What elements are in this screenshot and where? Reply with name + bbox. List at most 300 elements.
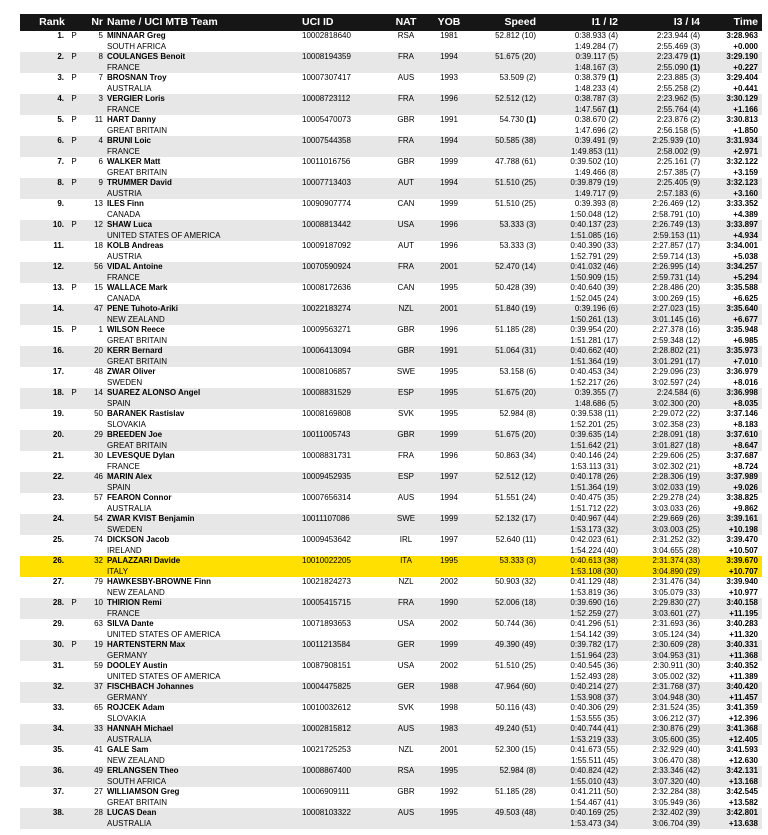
split-i3: 2:29.072 (22)	[652, 409, 700, 418]
table-row[interactable]	[20, 241, 762, 262]
split-i2: 1:50.261 (13)	[570, 314, 618, 324]
splits-i3-i4	[622, 157, 704, 178]
rider-name: LUCAS Dean	[107, 808, 157, 817]
splits-i3-i4	[622, 451, 704, 472]
table-row[interactable]	[20, 598, 762, 619]
final-time: 3:40.283	[726, 619, 758, 628]
final-time: 3:40.420	[726, 682, 758, 691]
nationality: SWE	[396, 514, 416, 523]
splits-i1-i2	[540, 724, 622, 745]
rank: 17.	[52, 367, 64, 376]
nationality: FRA	[398, 52, 414, 61]
rank: 28.	[52, 598, 64, 607]
table-row[interactable]	[20, 94, 762, 115]
split-i3: 2:25.161 (7)	[656, 157, 700, 166]
splits-i1-i2	[540, 661, 622, 682]
split-i4: 2:59.153 (11)	[653, 230, 700, 240]
split-i3: 2:29.606 (25)	[652, 451, 700, 460]
rank: 38.	[52, 808, 64, 817]
final-time: 3:29.190	[726, 52, 758, 61]
table-row[interactable]	[20, 409, 762, 430]
time-cell	[704, 220, 762, 241]
split-i3: 2:28.802 (21)	[652, 346, 700, 355]
protected-badge: P	[71, 388, 77, 397]
rider-name: ILES Finn	[107, 199, 144, 208]
final-time: 3:42.545	[726, 787, 758, 796]
split-i4: 2:55.764 (4)	[656, 104, 700, 114]
rank: 27.	[52, 577, 64, 586]
final-time: 3:35.948	[726, 325, 758, 334]
time-cell	[704, 451, 762, 472]
table-row[interactable]	[20, 619, 762, 640]
rider-cell	[103, 724, 300, 745]
split-i1: 0:39.538 (11)	[571, 409, 618, 418]
time-gap: +11.320	[729, 629, 758, 639]
split-i1: 0:40.178 (26)	[570, 472, 618, 481]
table-row[interactable]	[20, 73, 762, 94]
time-cell	[704, 472, 762, 493]
rider-cell	[103, 178, 300, 199]
rider-name: HART Danny	[107, 115, 156, 124]
split-i3: 2:31.768 (37)	[652, 682, 700, 691]
year-of-birth: 1999	[440, 640, 458, 649]
split-i2: 1:52.493 (28)	[570, 671, 618, 681]
split-i1: 0:40.744 (41)	[570, 724, 618, 733]
splits-i1-i2	[540, 430, 622, 451]
final-time: 3:40.352	[726, 661, 758, 670]
table-row[interactable]	[20, 766, 762, 787]
rider-cell	[103, 577, 300, 598]
speed: 53.158 (6)	[499, 367, 536, 376]
splits-i1-i2	[540, 283, 622, 304]
final-time: 3:40.158	[726, 598, 758, 607]
splits-i3-i4	[622, 514, 704, 535]
rider-team: FRANCE	[107, 104, 140, 114]
year-of-birth: 1994	[440, 493, 458, 502]
split-i3: 2:28.091 (18)	[652, 430, 700, 439]
splits-i3-i4	[622, 178, 704, 199]
splits-i1-i2	[540, 157, 622, 178]
split-i1: 0:40.146 (24)	[570, 451, 618, 460]
final-time: 3:41.368	[726, 724, 758, 733]
rider-name: THIRION Remi	[107, 598, 162, 607]
table-row[interactable]	[20, 262, 762, 283]
header-time: Time	[733, 16, 758, 28]
uci-id: 10090907774	[302, 199, 351, 208]
table-row[interactable]	[20, 577, 762, 598]
time-cell	[704, 682, 762, 703]
time-gap: +4.934	[733, 230, 758, 240]
rider-name: FISCHBACH Johannes	[107, 682, 194, 691]
rider-name: MINNAAR Greg	[107, 31, 166, 40]
bib-number: 41	[94, 745, 103, 754]
protected-badge	[64, 346, 84, 367]
splits-i3-i4	[622, 52, 704, 73]
rank: 22.	[52, 472, 64, 481]
rider-cell	[103, 619, 300, 640]
splits-i3-i4	[622, 430, 704, 451]
rank: 2.	[57, 52, 64, 61]
rider-cell	[103, 598, 300, 619]
splits-i3-i4	[622, 682, 704, 703]
time-cell	[704, 514, 762, 535]
time-gap: +9.862	[733, 503, 758, 513]
split-i2: 1:48.686 (5)	[574, 398, 618, 408]
bib-number: 50	[94, 409, 103, 418]
speed: 52.006 (18)	[495, 598, 536, 607]
time-cell	[704, 640, 762, 661]
uci-id: 10087908151	[302, 661, 351, 670]
table-row[interactable]	[20, 136, 762, 157]
splits-i1-i2	[540, 808, 622, 829]
split-i2: 1:49.284 (7)	[574, 41, 618, 51]
nationality: GBR	[397, 115, 415, 124]
time-gap: +11.457	[729, 692, 758, 702]
rider-name: WALKER Matt	[107, 157, 161, 166]
protected-badge	[64, 703, 84, 724]
time-cell	[704, 787, 762, 808]
split-i1: 0:40.545 (36)	[570, 661, 618, 670]
split-i1: 0:38.933 (4)	[574, 31, 618, 40]
rider-name: COULANGES Benoit	[107, 52, 186, 61]
year-of-birth: 2001	[440, 745, 458, 754]
speed: 50.428 (39)	[495, 283, 536, 292]
split-i1: 0:40.137 (23)	[570, 220, 618, 229]
split-i4: 2:57.385 (7)	[656, 167, 700, 177]
speed: 50.744 (36)	[495, 619, 536, 628]
table-row[interactable]	[20, 367, 762, 388]
bib-number: 29	[94, 430, 103, 439]
table-row[interactable]	[20, 493, 762, 514]
table-row[interactable]	[20, 178, 762, 199]
table-row[interactable]	[20, 556, 762, 577]
table-row[interactable]	[20, 451, 762, 472]
rider-name: SHAW Luca	[107, 220, 152, 229]
time-gap: +4.389	[733, 209, 758, 219]
table-row[interactable]	[20, 115, 762, 136]
speed: 51.675 (20)	[495, 430, 536, 439]
bib-number: 37	[94, 682, 103, 691]
uci-id: 10008194359	[302, 52, 351, 61]
rider-name: BARANEK Rastislav	[107, 409, 185, 418]
table-row[interactable]	[20, 682, 762, 703]
splits-i3-i4	[622, 703, 704, 724]
split-i1: 0:39.635 (14)	[570, 430, 618, 439]
time-gap: +8.016	[733, 377, 758, 387]
table-row[interactable]	[20, 157, 762, 178]
rider-cell	[103, 661, 300, 682]
time-gap: +6.985	[733, 335, 758, 345]
speed: 53.333 (3)	[499, 220, 536, 229]
final-time: 3:36.979	[726, 367, 758, 376]
year-of-birth: 1993	[440, 73, 458, 82]
nationality: NZL	[398, 577, 414, 586]
bib-number: 32	[94, 556, 103, 565]
split-i3: 2:23.885 (3)	[656, 73, 700, 82]
header-nr: Nr	[91, 16, 103, 28]
results-sheet	[20, 14, 762, 829]
rider-cell	[103, 388, 300, 409]
time-cell	[704, 52, 762, 73]
protected-badge	[64, 745, 84, 766]
speed: 47.964 (60)	[495, 682, 536, 691]
rider-cell	[103, 787, 300, 808]
split-i2: 1:50.909 (15)	[570, 272, 618, 282]
table-row[interactable]	[20, 472, 762, 493]
rider-team: NEW ZEALAND	[107, 755, 165, 765]
nationality: RSA	[397, 766, 415, 775]
split-i2: 1:49.853 (11)	[571, 146, 618, 156]
time-gap: +9.026	[733, 482, 758, 492]
split-i3: 2:27.023 (15)	[652, 304, 700, 313]
protected-badge	[64, 430, 84, 451]
year-of-birth: 2002	[440, 661, 458, 670]
table-row[interactable]	[20, 703, 762, 724]
rider-name: KERR Bernard	[107, 346, 163, 355]
table-row[interactable]	[20, 787, 762, 808]
rider-cell	[103, 640, 300, 661]
splits-i3-i4	[622, 241, 704, 262]
speed: 49.503 (48)	[495, 808, 536, 817]
bib-number: 13	[94, 199, 103, 208]
rank: 34.	[52, 724, 64, 733]
rider-cell	[103, 703, 300, 724]
table-row[interactable]	[20, 724, 762, 745]
rider-name: BROSNAN Troy	[107, 73, 167, 82]
nationality: GBR	[397, 430, 415, 439]
splits-i3-i4	[622, 724, 704, 745]
splits-i1-i2	[540, 619, 622, 640]
rider-cell	[103, 409, 300, 430]
rider-name: ERLANGSEN Theo	[107, 766, 179, 775]
bib-number: 47	[94, 304, 103, 313]
table-row[interactable]	[20, 745, 762, 766]
rider-team: FRANCE	[107, 146, 140, 156]
year-of-birth: 1995	[440, 409, 458, 418]
speed: 52.640 (11)	[495, 535, 536, 544]
bib-number: 5	[98, 31, 103, 40]
final-time: 3:34.001	[726, 241, 758, 250]
rank: 5.	[57, 115, 64, 124]
year-of-birth: 1996	[440, 241, 458, 250]
bib-number: 4	[98, 136, 103, 145]
bib-number: 74	[94, 535, 103, 544]
splits-i1-i2	[540, 73, 622, 94]
rider-name: HARTENSTERN Max	[107, 640, 186, 649]
time-gap: +12.405	[728, 734, 758, 744]
time-cell	[704, 535, 762, 556]
bib-number: 11	[94, 115, 103, 124]
split-i3: 2:30.609 (28)	[652, 640, 700, 649]
final-time: 3:39.670	[726, 556, 758, 565]
table-row[interactable]	[20, 661, 762, 682]
split-i2: 1:52.259 (27)	[570, 608, 618, 618]
rank: 31.	[52, 661, 64, 670]
table-row[interactable]	[20, 31, 762, 52]
table-row[interactable]	[20, 52, 762, 73]
rank: 4.	[57, 94, 64, 103]
split-i1: 0:39.355 (7)	[574, 388, 618, 397]
split-i4: 2:59.348 (12)	[652, 335, 700, 345]
nationality: AUS	[397, 493, 415, 502]
splits-i1-i2	[540, 745, 622, 766]
table-row[interactable]	[20, 808, 762, 829]
split-i1: 0:38.379 (1)	[574, 73, 618, 82]
table-row[interactable]	[20, 283, 762, 304]
table-row[interactable]	[20, 199, 762, 220]
year-of-birth: 1995	[440, 283, 458, 292]
uci-id: 10007713403	[302, 178, 351, 187]
time-gap: +1.850	[733, 125, 758, 135]
split-i4: 3:03.003 (25)	[652, 524, 700, 534]
rider-name: PENE Tuhoto-Ariki	[107, 304, 178, 313]
splits-i3-i4	[622, 661, 704, 682]
table-row[interactable]	[20, 514, 762, 535]
table-row[interactable]	[20, 304, 762, 325]
protected-badge	[64, 304, 84, 325]
uci-id: 10008723112	[302, 94, 351, 103]
split-i4: 2:58.002 (9)	[656, 146, 700, 156]
splits-i3-i4	[622, 94, 704, 115]
protected-badge	[64, 577, 84, 598]
table-row[interactable]	[20, 388, 762, 409]
speed: 51.510 (25)	[495, 178, 536, 187]
time-gap: +3.160	[733, 188, 758, 198]
protected-badge	[64, 766, 84, 787]
uci-id: 10008831529	[302, 388, 351, 397]
time-cell	[704, 199, 762, 220]
time-gap: +3.159	[733, 167, 758, 177]
protected-badge: P	[71, 640, 77, 649]
protected-badge	[64, 409, 84, 430]
rider-team: GERMANY	[107, 692, 148, 702]
split-i1: 0:41.129 (48)	[570, 577, 618, 586]
split-i3: 2:31.476 (34)	[652, 577, 700, 586]
table-row[interactable]	[20, 346, 762, 367]
split-i3: 2:25.405 (9)	[656, 178, 700, 187]
protected-badge: P	[71, 52, 77, 61]
splits-i3-i4	[622, 745, 704, 766]
split-i4: 2:58.791 (10)	[652, 209, 700, 219]
rider-cell	[103, 283, 300, 304]
speed: 51.675 (20)	[495, 52, 536, 61]
year-of-birth: 1996	[440, 325, 458, 334]
rider-team: SOUTH AFRICA	[107, 776, 167, 786]
rider-name: BREEDEN Joe	[107, 430, 163, 439]
bib-number: 3	[98, 94, 103, 103]
split-i1: 0:41.673 (55)	[570, 745, 618, 754]
rider-cell	[103, 451, 300, 472]
protected-badge	[64, 808, 84, 829]
rider-cell	[103, 52, 300, 73]
table-row[interactable]	[20, 325, 762, 346]
rider-team: SWEDEN	[107, 377, 143, 387]
bib-number: 56	[94, 262, 103, 271]
split-i1: 0:40.306 (29)	[570, 703, 618, 712]
split-i1: 0:39.690 (16)	[570, 598, 618, 607]
protected-badge	[64, 619, 84, 640]
splits-i1-i2	[540, 199, 622, 220]
split-i3: 2:26.995 (14)	[652, 262, 700, 271]
year-of-birth: 1990	[440, 598, 458, 607]
time-gap: +1.166	[733, 104, 758, 114]
split-i1: 0:40.967 (44)	[570, 514, 618, 523]
rider-cell	[103, 472, 300, 493]
split-i3: 2:32.402 (39)	[652, 808, 700, 817]
rank: 9.	[57, 199, 64, 208]
protected-badge	[64, 451, 84, 472]
splits-i1-i2	[540, 472, 622, 493]
rider-name: LEVESQUE Dylan	[107, 451, 175, 460]
rider-name: GALE Sam	[107, 745, 149, 754]
splits-i1-i2	[540, 598, 622, 619]
nationality: AUS	[397, 808, 415, 817]
splits-i3-i4	[622, 556, 704, 577]
nationality: SWE	[396, 367, 416, 376]
rider-team: SPAIN	[107, 398, 131, 408]
split-i3: 2:30.911 (30)	[653, 661, 700, 670]
split-i2: 1:48.233 (4)	[574, 83, 618, 93]
nationality: FRA	[398, 94, 414, 103]
splits-i3-i4	[622, 409, 704, 430]
rider-name: HANNAH Michael	[107, 724, 174, 733]
split-i2: 1:49.466 (8)	[574, 167, 618, 177]
split-i4: 3:02.302 (21)	[652, 461, 700, 471]
uci-id: 10002815812	[302, 724, 351, 733]
splits-i3-i4	[622, 304, 704, 325]
time-gap: +11.389	[729, 671, 758, 681]
header-rank: Rank	[39, 16, 65, 28]
split-i3: 2:31.252 (32)	[652, 535, 700, 544]
bib-number: 12	[94, 220, 103, 229]
time-cell	[704, 367, 762, 388]
split-i2: 1:54.224 (40)	[570, 545, 618, 555]
final-time: 3:32.123	[726, 178, 758, 187]
split-i3: 2:27.857 (17)	[652, 241, 700, 250]
splits-i1-i2	[540, 94, 622, 115]
uci-id: 10006909111	[302, 787, 350, 796]
table-row[interactable]	[20, 430, 762, 451]
final-time: 3:38.825	[726, 493, 758, 502]
rank: 32.	[52, 682, 64, 691]
speed: 50.863 (34)	[495, 451, 536, 460]
header-uci-id: UCI ID	[302, 16, 334, 28]
year-of-birth: 1995	[440, 766, 458, 775]
table-row[interactable]	[20, 220, 762, 241]
rider-cell	[103, 766, 300, 787]
year-of-birth: 1994	[440, 52, 458, 61]
table-row[interactable]	[20, 535, 762, 556]
split-i1: 0:41.211 (50)	[571, 787, 618, 796]
split-i3: 2:23.479 (1)	[656, 52, 700, 61]
time-gap: +8.647	[733, 440, 758, 450]
speed: 54.730 (1)	[499, 115, 536, 124]
header-speed: Speed	[504, 16, 536, 28]
rank: 19.	[52, 409, 64, 418]
splits-i3-i4	[622, 808, 704, 829]
speed: 53.509 (2)	[499, 73, 536, 82]
nationality: SVK	[397, 703, 414, 712]
bib-number: 1	[98, 325, 103, 334]
year-of-birth: 1997	[440, 472, 458, 481]
table-row[interactable]	[20, 640, 762, 661]
rider-team: SLOVAKIA	[107, 419, 146, 429]
time-gap: +2.971	[733, 146, 758, 156]
time-cell	[704, 619, 762, 640]
rider-cell	[103, 241, 300, 262]
rank: 24.	[52, 514, 64, 523]
splits-i1-i2	[540, 52, 622, 73]
